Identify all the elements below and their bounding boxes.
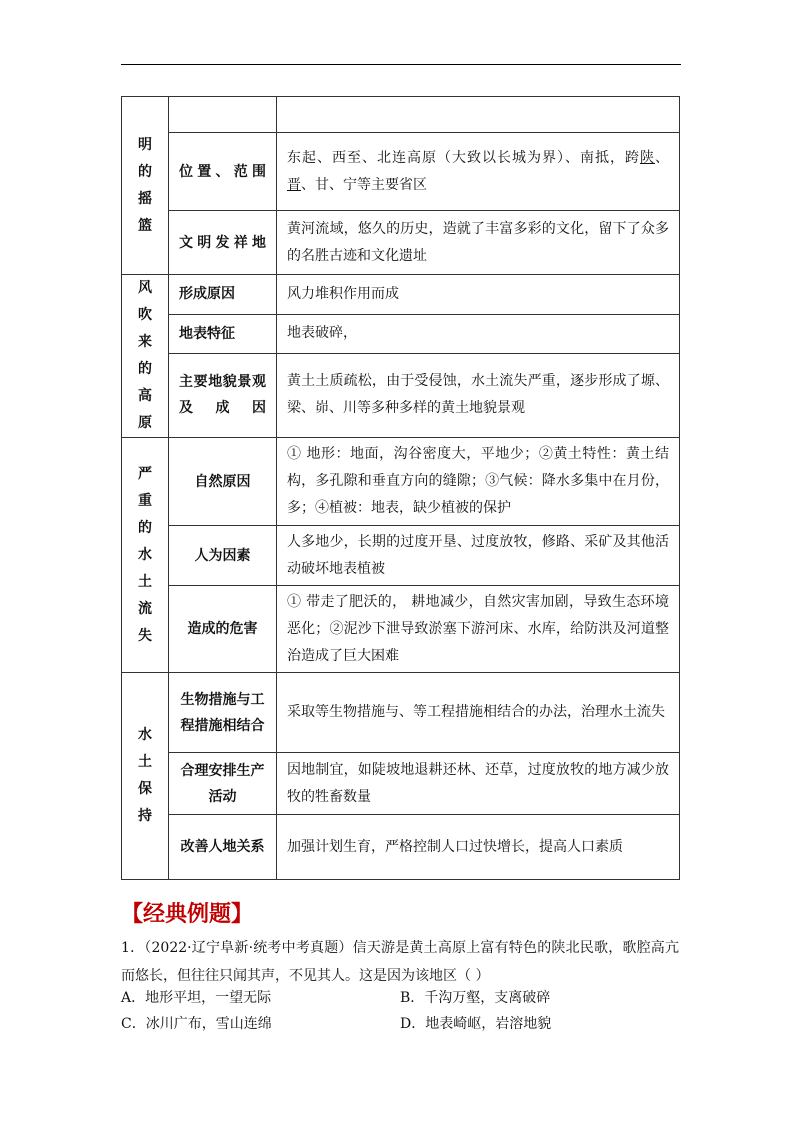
table-row	[122, 314, 680, 353]
row-content: ① 带走了肥沃的， 耕地减少，自然灾害加剧，导致生态环境恶化；②泥沙下泄导致淤塞下游河床、水库，给防洪及河道整治造成了巨大困难	[277, 586, 680, 673]
row-content: 因地制宜，如陡坡地退耕还林、还草，过度放牧的地方减少放牧的牲畜数量	[277, 753, 680, 815]
row-header: 合理安排生产活动	[169, 753, 277, 815]
row-header: 主要地貌景观及成因	[169, 353, 277, 437]
table-row	[122, 438, 680, 526]
table-row	[122, 353, 680, 437]
row-content: 黄河流域，悠久的历史，造就了丰富多彩的文化，留下了众多的名胜古迹和文化遗址	[277, 211, 680, 275]
row-header: 生物措施与工程措施相结合	[169, 673, 277, 753]
section-title: 【经典例题】	[121, 902, 254, 927]
row-header: 形成原因	[169, 275, 277, 315]
section-label: 风吹来的高原	[122, 275, 169, 438]
row-header: 人为因素	[169, 526, 277, 586]
table-row	[122, 97, 680, 133]
row-header: 文明发祥地	[169, 211, 277, 275]
section-label: 严重的水土流失	[122, 438, 169, 673]
question-text: 1．（2022·辽宁阜新·统考中考真题）信天游是黄土高原上富有特色的陕北民歌，歌腔高亢而悠长，但往往只闻其声，不见其人。这是因为该地区（ ）	[121, 940, 679, 984]
row-header: 位置、范围	[169, 133, 277, 211]
section-label: 明的摇篮	[122, 97, 169, 275]
row-header: 自然原因	[169, 438, 277, 526]
table-row	[122, 753, 680, 815]
row-content: 加强计划生育，严格控制人口过快增长，提高人口素质	[277, 815, 680, 880]
table-row	[122, 133, 680, 211]
table-row	[122, 275, 680, 315]
row-content: 采取等生物措施与、等工程措施相结合的办法，治理水土流失	[277, 673, 680, 753]
table-row	[122, 673, 680, 753]
option-d: D．地表崎岖，岩溶地貌	[400, 1016, 552, 1032]
section-label: 水土保持	[122, 673, 169, 880]
option-c: C．冰川广布，雪山连绵	[121, 1016, 272, 1032]
row-content: ① 地形：地面，沟谷密度大，平地少；②黄土特性：黄土结构，多孔隙和垂直方向的缝隙；③气候：降水多集中在月份，多；④植被：地表，缺少植被的保护	[277, 438, 680, 526]
row-header	[169, 97, 277, 133]
header-rule	[121, 64, 681, 65]
table-row	[122, 211, 680, 275]
table-row	[122, 815, 680, 880]
row-content	[277, 97, 680, 133]
option-b: B．千沟万壑，支离破碎	[400, 990, 551, 1006]
row-content: 人多地少，长期的过度开垦、过度放牧，修路、采矿及其他活动破坏地表植被	[277, 526, 680, 586]
row-header: 改善人地关系	[169, 815, 277, 880]
table-row	[122, 586, 680, 673]
row-content: 东起、西至、北连高原（大致以长城为界）、南抵，跨陕、晋、甘、宁等主要省区	[277, 133, 680, 211]
row-content: 风力堆积作用而成	[277, 275, 680, 315]
summary-table	[121, 96, 680, 880]
row-header: 造成的危害	[169, 586, 277, 673]
table-row	[122, 526, 680, 586]
row-content: 黄土土质疏松，由于受侵蚀，水土流失严重，逐步形成了塬、梁、峁、川等多种多样的黄土地貌景观	[277, 353, 680, 437]
option-a: A．地形平坦，一望无际	[121, 990, 272, 1006]
row-content: 地表破碎，	[277, 314, 680, 353]
row-header: 地表特征	[169, 314, 277, 353]
